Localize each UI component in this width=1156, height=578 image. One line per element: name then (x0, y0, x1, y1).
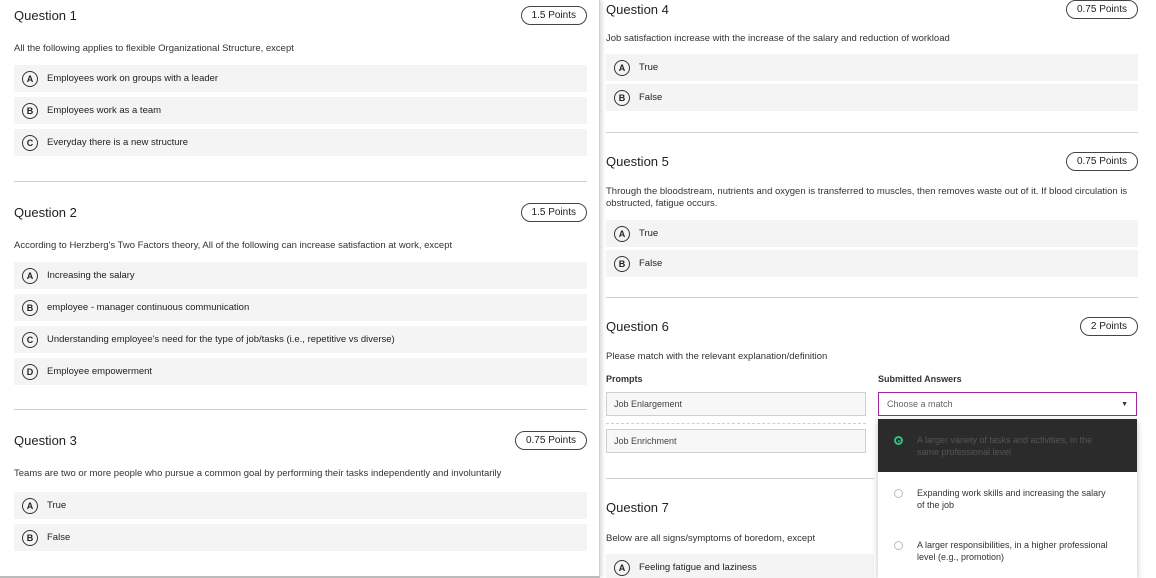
question-3-header (14, 431, 587, 450)
question-3-text: Teams are two or more people who pursue a common goal by performing their tasks independently and involuntarily (14, 468, 502, 479)
option-letter: A (614, 60, 630, 76)
divider (606, 478, 874, 479)
option-label: False (639, 92, 663, 103)
dropdown-option-label: A larger variety of tasks and activities, in the same professional level (917, 435, 1093, 457)
question-4-option-b[interactable] (606, 84, 1138, 111)
option-letter: A (614, 560, 630, 576)
match-select-1[interactable] (878, 392, 1137, 416)
question-3-option-b[interactable] (14, 524, 587, 551)
submitted-answers-label: Submitted Answers (878, 374, 962, 384)
question-7-text: Below are all signs/symptoms of boredom, except (606, 533, 816, 544)
question-3-option-a[interactable] (14, 492, 587, 519)
prompts-label: Prompts (606, 374, 643, 384)
divider (14, 181, 587, 182)
option-label: False (47, 532, 71, 543)
question-7-header (606, 500, 866, 515)
option-label: employee - manager continuous communication (47, 302, 250, 313)
question-2-option-c[interactable] (14, 326, 587, 353)
question-5-points: 0.75 Points (1066, 152, 1138, 171)
option-label: False (639, 258, 663, 269)
question-6-points: 2 Points (1080, 317, 1138, 336)
prompt-job-enlargement: Job Enlargement (606, 392, 866, 416)
option-letter: B (614, 256, 630, 272)
question-1-points: 1.5 Points (521, 6, 587, 25)
question-4-header (606, 0, 1138, 19)
question-5-option-a[interactable] (606, 220, 1138, 247)
select-placeholder: Choose a match (887, 399, 953, 409)
radio-selected-icon (894, 436, 903, 445)
question-1-option-b[interactable] (14, 97, 587, 124)
question-2-header (14, 203, 587, 222)
question-1-header (14, 6, 587, 25)
radio-icon (894, 541, 903, 550)
question-1-option-c[interactable] (14, 129, 587, 156)
question-2-points: 1.5 Points (521, 203, 587, 222)
option-label: True (639, 62, 659, 73)
question-1-text: All the following applies to flexible Organizational Structure, except (14, 43, 294, 54)
dropdown-option-2[interactable] (878, 472, 1137, 524)
question-3-points: 0.75 Points (515, 431, 587, 450)
question-2-option-b[interactable] (14, 294, 587, 321)
dashed-separator (606, 423, 866, 424)
dropdown-option-label: Expanding work skills and increasing the salary of the job (917, 488, 1106, 510)
option-letter: B (22, 300, 38, 316)
question-7-option-a[interactable] (606, 554, 874, 578)
question-6-title: Question 6 (606, 319, 669, 334)
right-panel (600, 0, 1156, 578)
option-label: Employees work as a team (47, 105, 162, 116)
option-label: Everyday there is a new structure (47, 137, 188, 148)
divider (606, 297, 1138, 298)
option-letter: A (22, 268, 38, 284)
question-5-header (606, 152, 1138, 171)
divider (14, 409, 587, 410)
dropdown-option-3[interactable] (878, 524, 1137, 578)
question-5-title: Question 5 (606, 154, 669, 169)
question-2-option-a[interactable] (14, 262, 587, 289)
option-label: Understanding employee's need for the type of job/tasks (i.e., repetitive vs diverse) (47, 334, 395, 345)
dropdown-option-label: A larger responsibilities, in a higher professional level (e.g., promotion) (917, 540, 1108, 562)
option-letter: A (22, 498, 38, 514)
question-3-title: Question 3 (14, 433, 77, 448)
prompt-job-enrichment: Job Enrichment (606, 429, 866, 453)
option-letter: A (22, 71, 38, 87)
question-2-option-d[interactable] (14, 358, 587, 385)
question-1-option-a[interactable] (14, 65, 587, 92)
radio-icon (894, 489, 903, 498)
option-label: Employees work on groups with a leader (47, 73, 219, 84)
option-letter: A (614, 226, 630, 242)
option-letter: B (614, 90, 630, 106)
question-4-option-a[interactable] (606, 54, 1138, 81)
question-5-text: Through the bloodstream, nutrients and oxygen is transferred to muscles, then removes waste out of it. If blood circulation is obstructed, fatigue occurs. (606, 186, 1128, 209)
dropdown-option-1[interactable] (878, 419, 1137, 472)
option-label: True (639, 228, 659, 239)
option-letter: D (22, 364, 38, 380)
question-4-text: Job satisfaction increase with the increase of the salary and reduction of workload (606, 33, 950, 44)
match-dropdown-list (878, 419, 1137, 578)
question-7-title: Question 7 (606, 500, 669, 515)
question-5-option-b[interactable] (606, 250, 1138, 277)
question-1-title: Question 1 (14, 8, 77, 23)
option-label: Feeling fatigue and laziness (639, 562, 757, 573)
divider (606, 132, 1138, 133)
question-4-points: 0.75 Points (1066, 0, 1138, 19)
option-letter: B (22, 530, 38, 546)
option-letter: C (22, 332, 38, 348)
option-label: True (47, 500, 67, 511)
question-6-text: Please match with the relevant explanation/definition (606, 351, 828, 362)
option-letter: B (22, 103, 38, 119)
question-2-text: According to Herzberg's Two Factors theory, All of the following can increase satisfaction at work, except (14, 240, 453, 251)
option-label: Increasing the salary (47, 270, 135, 281)
option-letter: C (22, 135, 38, 151)
question-6-header (606, 317, 1138, 336)
question-4-title: Question 4 (606, 2, 669, 17)
option-label: Employee empowerment (47, 366, 153, 377)
question-2-title: Question 2 (14, 205, 77, 220)
caret-down-icon: ▼ (1121, 400, 1128, 408)
